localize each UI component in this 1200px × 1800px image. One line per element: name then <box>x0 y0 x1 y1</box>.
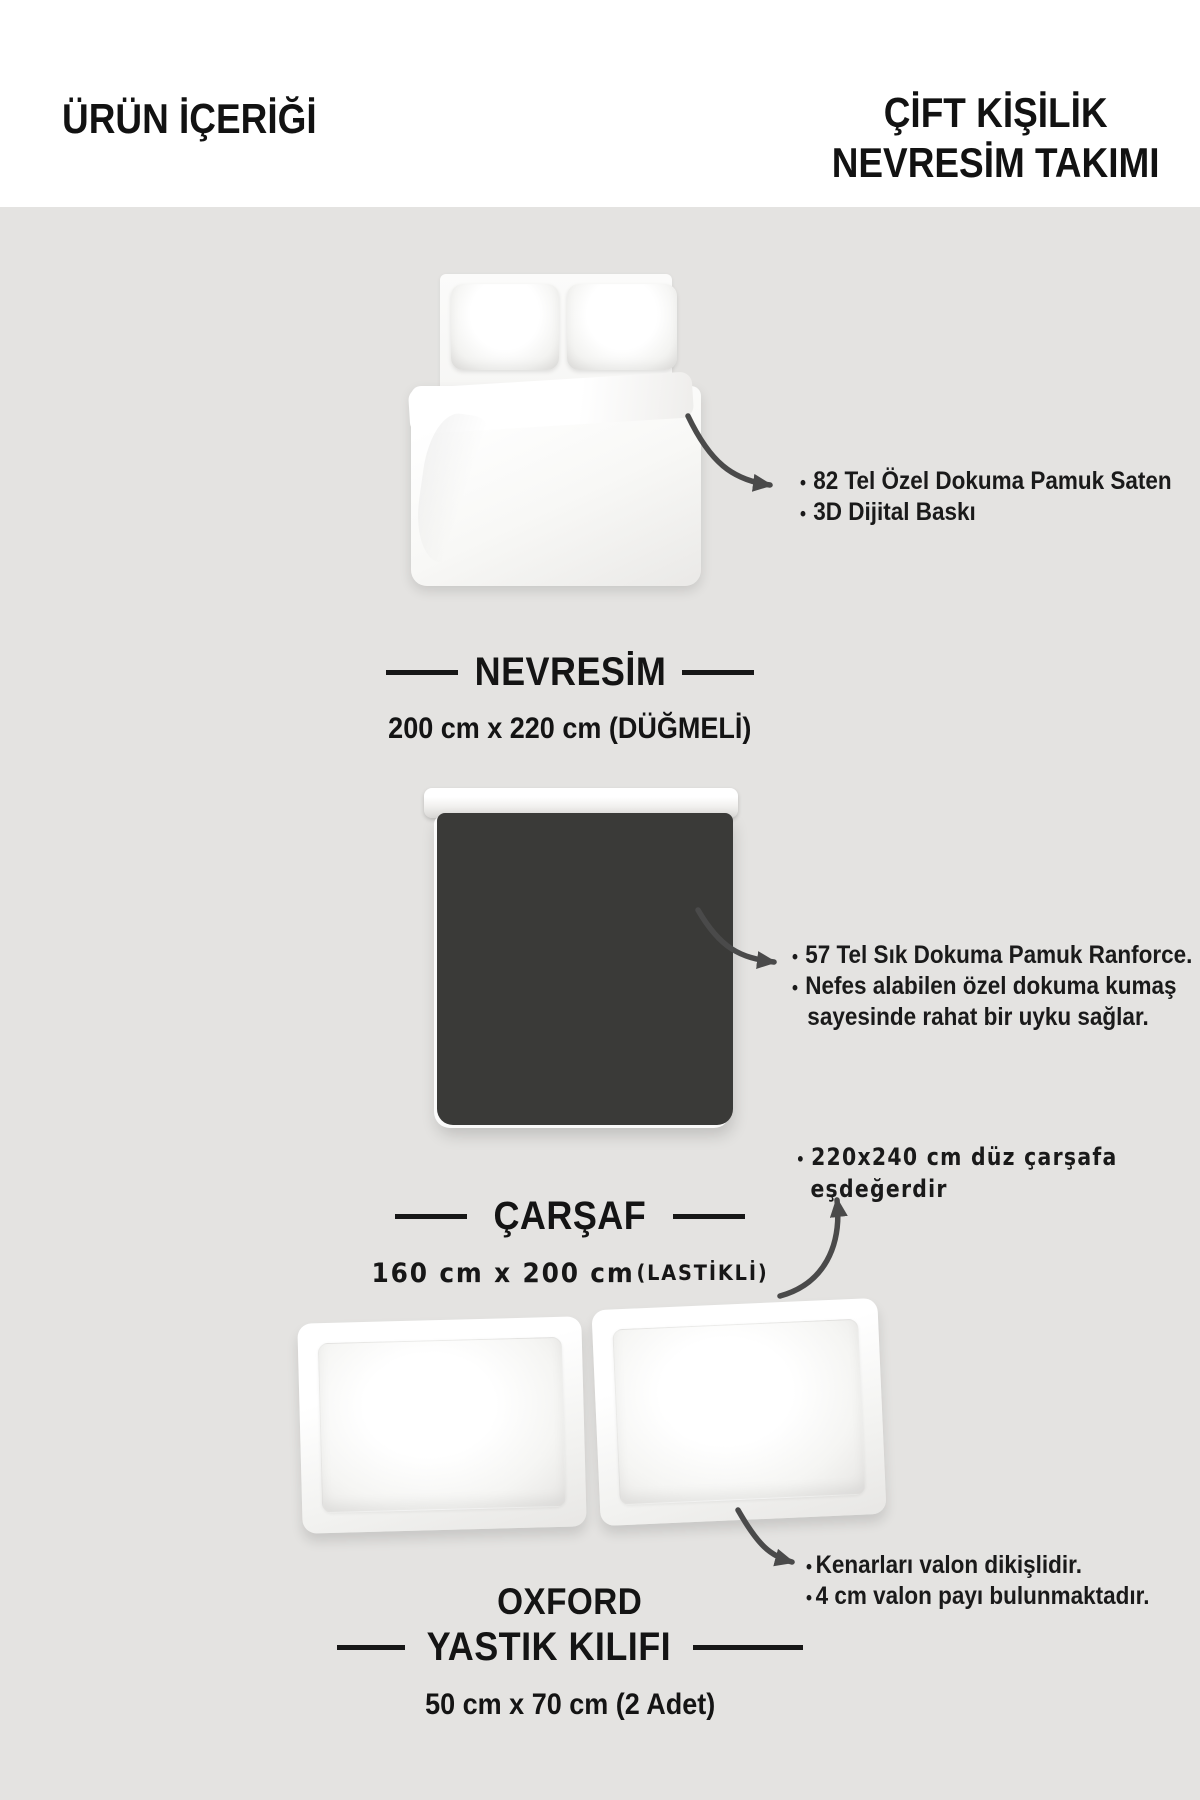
note-text: sayesinde rahat bir uyku sağlar. <box>807 1003 1149 1031</box>
nevresim-title-row <box>280 652 860 692</box>
carsaf-title-row <box>280 1196 860 1236</box>
bed-pillow-right <box>567 284 677 370</box>
title-line-left <box>395 1214 467 1219</box>
note-text: Nefes alabilen özel dokuma kumaş <box>805 972 1177 1000</box>
nevresim-notes <box>800 466 1172 528</box>
title-line-right <box>673 1214 745 1219</box>
note-line <box>792 971 1192 1002</box>
title-line-right <box>682 670 754 675</box>
product-title-line2: NEVRESİM TAKIMI <box>832 139 1160 187</box>
bullet: • <box>792 947 798 968</box>
bullet: • <box>800 473 806 494</box>
duvet <box>411 386 701 586</box>
carsaf-dimension-row <box>303 1260 837 1287</box>
carsaf-notes <box>792 940 1192 1033</box>
carsaf-dimension: 160 cm x 200 cm <box>371 1258 635 1289</box>
section-title-nevresim: NEVRESİM <box>474 650 666 694</box>
note-line <box>800 497 1172 528</box>
oxford-title-row2 <box>280 1627 860 1667</box>
note-text: 220x240 cm düz çarşafa <box>811 1143 1118 1171</box>
product-title-line1: ÇİFT KİŞİLİK <box>884 89 1108 136</box>
bed-pillow-left <box>451 284 559 370</box>
duvet-bed-illustration <box>405 258 705 588</box>
title-line-left <box>337 1645 405 1650</box>
note-text: Kenarları valon dikişlidir. <box>815 1551 1082 1579</box>
header <box>0 0 1200 207</box>
note-line <box>792 1002 1192 1033</box>
note-text: 57 Tel Sık Dokuma Pamuk Ranforce. <box>805 941 1193 969</box>
oxford-pillow-right <box>591 1298 886 1526</box>
oxford-dimension: 50 cm x 70 cm (2 Adet) <box>424 1688 716 1721</box>
section-title-yastik-kilifi: YASTIK KILIFI <box>426 1625 672 1669</box>
note-text: 3D Dijital Baskı <box>813 498 976 526</box>
product-title <box>832 88 1160 189</box>
note-line <box>800 466 1172 497</box>
nevresim-dimension-row <box>280 714 860 744</box>
page-title: ÜRÜN İÇERİĞİ <box>62 95 317 142</box>
fitted-sheet-illustration <box>437 813 733 1125</box>
oxford-title-row1 <box>280 1583 860 1620</box>
bullet: • <box>796 1150 806 1169</box>
oxford-dimension-row <box>280 1690 860 1720</box>
pillow-inner <box>612 1319 865 1506</box>
note-line <box>796 1142 1118 1174</box>
bullet: • <box>800 504 806 525</box>
bullet: • <box>792 978 798 999</box>
note-text: 4 cm valon payı bulunmaktadır. <box>815 1582 1150 1610</box>
bullet: • <box>806 1557 812 1578</box>
nevresim-dimension: 200 cm x 220 cm (DÜĞMELİ) <box>388 712 752 745</box>
carsaf-dimension-suffix: (LASTİKLİ) <box>636 1261 769 1285</box>
note-line <box>806 1550 1149 1581</box>
title-line-right <box>693 1645 803 1650</box>
pillow-inner <box>318 1337 566 1513</box>
bullet: • <box>806 1588 812 1609</box>
title-line-left <box>386 670 458 675</box>
note-text: eşdeğerdir <box>810 1174 948 1203</box>
section-title-oxford: OXFORD <box>497 1581 643 1622</box>
note-text: 82 Tel Özel Dokuma Pamuk Saten <box>813 467 1172 495</box>
section-title-carsaf: ÇARŞAF <box>493 1194 647 1238</box>
oxford-pillow-left <box>297 1316 586 1533</box>
note-line <box>792 940 1192 971</box>
